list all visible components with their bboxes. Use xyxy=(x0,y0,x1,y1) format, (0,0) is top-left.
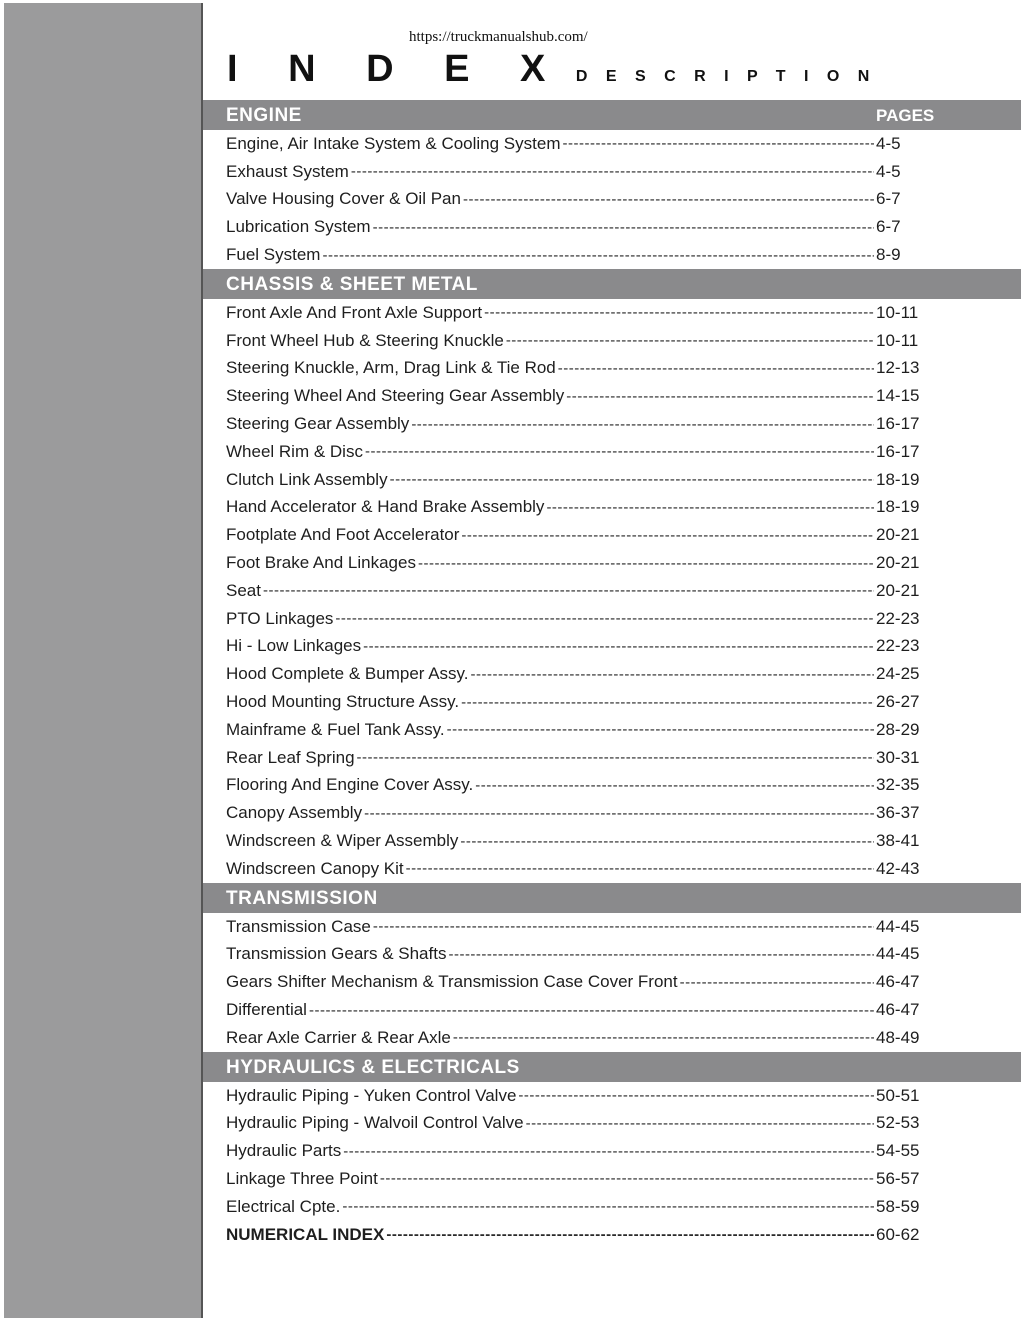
index-entry[interactable] xyxy=(203,1165,924,1193)
entry-pages: 36-37 xyxy=(876,803,920,823)
index-entry[interactable] xyxy=(203,577,924,605)
entry-pages: 6-7 xyxy=(876,189,901,209)
entry-label: Steering Wheel And Steering Gear Assembly xyxy=(226,386,565,406)
dot-leader xyxy=(373,219,874,236)
entry-pages: 14-15 xyxy=(876,386,920,406)
entry-pages: 50-51 xyxy=(876,1085,920,1105)
entry-pages: 12-13 xyxy=(876,358,920,378)
index-entry[interactable] xyxy=(203,1137,924,1165)
index-heading: I N D E X xyxy=(227,48,566,90)
section-item-list xyxy=(203,1082,1021,1249)
dot-leader xyxy=(335,610,874,627)
index-entry[interactable] xyxy=(203,1110,924,1138)
entry-pages: 52-53 xyxy=(876,1113,920,1133)
index-entry[interactable] xyxy=(203,355,924,383)
entry-pages: 44-45 xyxy=(876,916,920,936)
entry-pages: 16-17 xyxy=(876,441,920,461)
entry-pages: 22-23 xyxy=(876,636,920,656)
index-entry[interactable] xyxy=(203,299,924,327)
index-entry[interactable] xyxy=(203,688,924,716)
dot-leader xyxy=(566,388,874,405)
entry-label: Rear Leaf Spring xyxy=(226,747,355,767)
entry-label: Wheel Rim & Disc xyxy=(226,441,363,461)
entry-label: Engine, Air Intake System & Cooling System xyxy=(226,133,561,153)
source-url[interactable]: https://truckmanualshub.com/ xyxy=(409,29,588,45)
dot-leader xyxy=(363,638,874,655)
dot-leader xyxy=(447,721,874,738)
entry-label: Exhaust System xyxy=(226,161,349,181)
description-heading: D E S C R I P T I O N xyxy=(575,68,877,85)
index-entry[interactable] xyxy=(203,382,924,410)
entry-pages: 58-59 xyxy=(876,1196,920,1216)
entry-label: PTO Linkages xyxy=(226,608,334,628)
index-entry[interactable] xyxy=(203,744,924,772)
entry-label: Mainframe & Fuel Tank Assy. xyxy=(226,719,445,739)
entry-label: Steering Knuckle, Arm, Drag Link & Tie Rod xyxy=(226,358,556,378)
entry-pages: 46-47 xyxy=(876,1000,920,1019)
entry-label: Front Axle And Front Axle Support xyxy=(226,302,483,322)
section-header xyxy=(203,1052,1021,1082)
left-sidebar-band xyxy=(4,3,203,1318)
index-entry[interactable] xyxy=(203,996,924,1024)
dot-leader xyxy=(471,666,874,683)
index-table xyxy=(203,100,1021,1248)
entry-label: Hood Complete & Bumper Assy. xyxy=(226,664,469,684)
entry-label: Hydraulic Piping - Yuken Control Valve xyxy=(226,1085,517,1105)
entry-pages: 54-55 xyxy=(876,1141,920,1161)
entry-label: Flooring And Engine Cover Assy. xyxy=(226,775,474,795)
dot-leader xyxy=(506,332,874,349)
entry-label: Electrical Cpte. xyxy=(226,1196,341,1216)
dot-leader xyxy=(343,1143,874,1160)
index-entry[interactable] xyxy=(203,799,924,827)
entry-pages: 6-7 xyxy=(876,217,901,237)
entry-label: Differential xyxy=(226,1000,307,1019)
entry-pages: 10-11 xyxy=(876,330,919,350)
index-entry[interactable] xyxy=(203,660,924,688)
dot-leader xyxy=(461,527,874,544)
entry-pages: 16-17 xyxy=(876,414,920,434)
index-entry[interactable] xyxy=(203,438,924,466)
entry-pages: 30-31 xyxy=(876,747,920,767)
entry-pages: 38-41 xyxy=(876,831,920,851)
dot-leader xyxy=(411,416,874,433)
entry-label: NUMERICAL INDEX xyxy=(226,1224,385,1244)
section-title: TRANSMISSION xyxy=(226,887,378,909)
index-entry[interactable] xyxy=(203,327,924,355)
entry-label: Hydraulic Piping - Walvoil Control Valve xyxy=(226,1113,524,1133)
page-title xyxy=(227,48,876,91)
index-entry[interactable] xyxy=(203,772,924,800)
dot-leader xyxy=(351,163,874,180)
dot-leader xyxy=(448,946,874,963)
entry-pages: 20-21 xyxy=(876,553,920,573)
dot-leader xyxy=(680,974,874,991)
dot-leader xyxy=(461,694,874,711)
dot-leader xyxy=(546,499,874,516)
index-entry[interactable] xyxy=(203,855,924,883)
entry-label: Transmission Case xyxy=(226,916,371,936)
dot-leader xyxy=(406,860,874,877)
index-entry[interactable] xyxy=(203,1024,924,1052)
index-entry[interactable] xyxy=(203,158,924,186)
entry-label: Windscreen & Wiper Assembly xyxy=(226,831,459,851)
entry-pages: 42-43 xyxy=(876,858,920,878)
entry-pages: 10-11 xyxy=(876,302,919,322)
dot-leader xyxy=(558,360,874,377)
dot-leader xyxy=(453,1029,874,1046)
entry-label: Seat xyxy=(226,580,261,600)
entry-pages: 56-57 xyxy=(876,1168,920,1188)
pages-column-header: PAGES xyxy=(876,106,935,125)
dot-leader xyxy=(484,304,874,321)
index-entry[interactable] xyxy=(203,494,924,522)
entry-label: Hand Accelerator & Hand Brake Assembly xyxy=(226,497,545,517)
index-entry[interactable] xyxy=(203,410,924,438)
entry-label: Hydraulic Parts xyxy=(226,1141,342,1161)
dot-leader xyxy=(386,1226,874,1243)
dot-leader xyxy=(475,777,874,794)
entry-label: Front Wheel Hub & Steering Knuckle xyxy=(226,330,504,350)
dot-leader xyxy=(357,749,874,766)
index-entry[interactable] xyxy=(203,941,924,969)
entry-pages: 8-9 xyxy=(876,245,901,265)
entry-label: Fuel System xyxy=(226,245,321,265)
section-header xyxy=(203,883,1021,913)
section-title: CHASSIS & SHEET METAL xyxy=(226,273,478,295)
entry-pages: 18-19 xyxy=(876,469,920,489)
entry-pages: 32-35 xyxy=(876,775,920,795)
dot-leader xyxy=(309,1002,874,1019)
section-item-list xyxy=(203,130,1021,269)
index-entry[interactable] xyxy=(203,130,924,158)
entry-pages: 26-27 xyxy=(876,692,920,712)
entry-label: Footplate And Foot Accelerator xyxy=(226,525,460,545)
entry-label: Valve Housing Cover & Oil Pan xyxy=(226,189,461,209)
index-entry[interactable] xyxy=(203,1193,924,1221)
section-item-list xyxy=(203,299,1021,883)
entry-pages: 48-49 xyxy=(876,1027,920,1047)
dot-leader xyxy=(526,1115,874,1132)
entry-pages: 28-29 xyxy=(876,719,920,739)
entry-pages: 4-5 xyxy=(876,133,901,153)
index-entry[interactable] xyxy=(203,913,924,941)
section-header xyxy=(203,100,1021,130)
index-entry[interactable] xyxy=(203,605,924,633)
entry-pages: 20-21 xyxy=(876,525,920,545)
entry-label: Foot Brake And Linkages xyxy=(226,553,416,573)
dot-leader xyxy=(373,918,874,935)
entry-label: Gears Shifter Mechanism & Transmission Case Cover Front xyxy=(226,972,678,992)
index-entry[interactable] xyxy=(203,213,924,241)
dot-leader xyxy=(263,582,874,599)
section-header xyxy=(203,269,1021,299)
index-entry[interactable] xyxy=(203,466,924,494)
dot-leader xyxy=(460,833,874,850)
index-entry[interactable] xyxy=(203,549,924,577)
index-entry[interactable] xyxy=(203,633,924,661)
entry-label: Lubrication System xyxy=(226,217,371,237)
entry-label: Canopy Assembly xyxy=(226,803,363,823)
index-entry[interactable] xyxy=(203,241,924,269)
index-entry[interactable] xyxy=(203,827,924,855)
index-entry[interactable] xyxy=(203,521,924,549)
dot-leader xyxy=(418,555,874,572)
dot-leader xyxy=(518,1087,874,1104)
entry-label: Hi - Low Linkages xyxy=(226,636,362,656)
dot-leader xyxy=(463,191,874,208)
index-entry[interactable] xyxy=(203,716,924,744)
entry-label: Transmission Gears & Shafts xyxy=(226,944,447,964)
dot-leader xyxy=(322,247,874,264)
section-item-list xyxy=(203,913,1021,1052)
index-entry[interactable] xyxy=(203,968,924,996)
section-title: HYDRAULICS & ELECTRICALS xyxy=(226,1056,520,1078)
entry-pages: 60-62 xyxy=(876,1224,920,1244)
entry-label: Rear Axle Carrier & Rear Axle xyxy=(226,1027,451,1047)
dot-leader xyxy=(390,471,874,488)
dot-leader xyxy=(380,1170,874,1187)
section-title: ENGINE xyxy=(226,105,302,126)
entry-pages: 44-45 xyxy=(876,944,920,964)
entry-pages: 22-23 xyxy=(876,608,920,628)
dot-leader xyxy=(563,135,875,152)
index-entry[interactable] xyxy=(203,1221,924,1249)
entry-label: Clutch Link Assembly xyxy=(226,469,388,489)
entry-pages: 4-5 xyxy=(876,161,901,181)
entry-pages: 18-19 xyxy=(876,497,920,517)
entry-label: Windscreen Canopy Kit xyxy=(226,858,404,878)
index-entry[interactable] xyxy=(203,1082,924,1110)
dot-leader xyxy=(365,443,874,460)
entry-pages: 24-25 xyxy=(876,664,920,684)
entry-pages: 20-21 xyxy=(876,580,920,600)
entry-pages: 46-47 xyxy=(876,972,920,992)
dot-leader xyxy=(364,805,874,822)
entry-label: Hood Mounting Structure Assy. xyxy=(226,692,460,712)
entry-label: Steering Gear Assembly xyxy=(226,414,410,434)
index-entry[interactable] xyxy=(203,186,924,214)
entry-label: Linkage Three Point xyxy=(226,1168,378,1188)
dot-leader xyxy=(342,1198,874,1215)
